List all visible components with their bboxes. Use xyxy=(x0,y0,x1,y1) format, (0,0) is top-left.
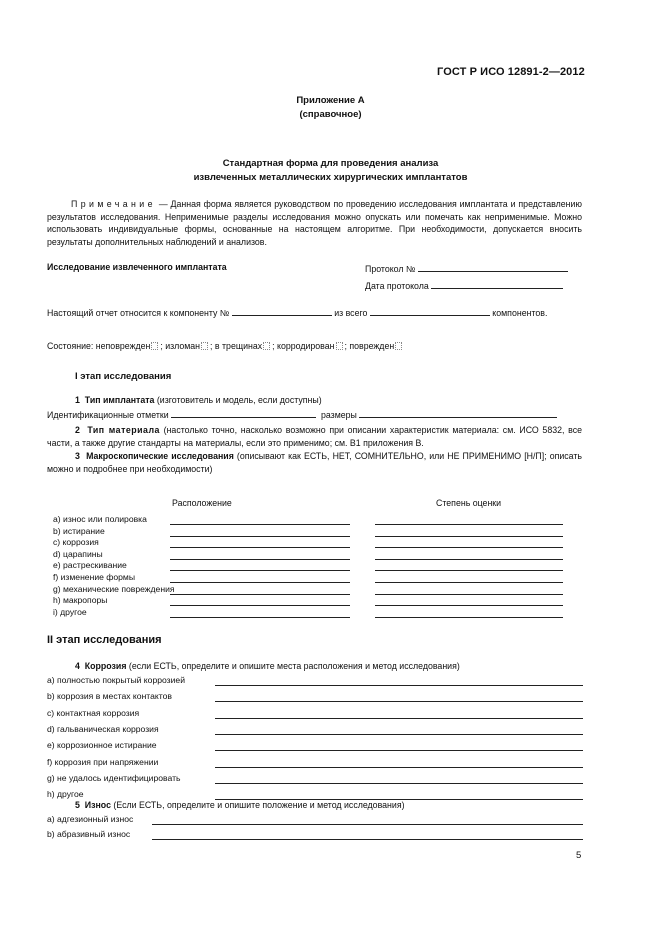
condition-checkbox-broken[interactable] xyxy=(201,342,208,350)
form-title-line-1: Стандартная форма для проведения анализа xyxy=(222,158,439,169)
macro-item-grade-field[interactable] xyxy=(375,547,563,548)
corrosion-item-label: h) другое xyxy=(47,789,84,800)
macro-item-label: f) изменение формы xyxy=(53,572,136,582)
macro-item-location-field[interactable] xyxy=(170,617,350,618)
wear-item-label: a) адгезионный износ xyxy=(47,814,134,824)
note-paragraph xyxy=(47,198,582,248)
corrosion-item-label: c) контактная коррозия xyxy=(47,707,140,718)
section-2-title: Тип материала xyxy=(87,425,160,435)
ident-label: Идентификационные отметки xyxy=(47,410,169,420)
macro-item-label: d) царапины xyxy=(53,548,103,559)
condition-option-cracked: в трещинах xyxy=(214,341,263,351)
condition-checkbox-intact[interactable] xyxy=(151,342,158,350)
component-number-field[interactable] xyxy=(232,306,332,316)
wear-item-label: b) абразивный износ xyxy=(47,829,131,839)
section-4-title: Коррозия xyxy=(84,661,127,671)
stage-1-title: I этап исследования xyxy=(75,371,172,382)
macro-item-grade-field[interactable] xyxy=(375,582,563,583)
section-3-number: 3 xyxy=(75,451,80,461)
column-header-grade: Степень оценки xyxy=(436,498,502,508)
corrosion-item-field[interactable] xyxy=(215,734,583,735)
report-label-2: из всего xyxy=(334,308,368,318)
report-label-3: компонентов. xyxy=(492,308,548,318)
study-title: Исследование извлеченного имплантата xyxy=(47,262,227,272)
section-5-text: (Если ЕСТЬ, определите и опишите положение и метод исследования) xyxy=(110,800,405,810)
macro-item-location-field[interactable] xyxy=(170,559,350,560)
section-3-text: (описывают как ЕСТЬ, НЕТ, СОМНИТЕЛЬНО, или НЕ ПРИМЕНИМО [Н/П]; описать можно и подробнее при необходимости) xyxy=(47,451,582,474)
macro-item-label: i) другое xyxy=(53,606,87,617)
note-prefix: Примечание xyxy=(71,199,156,209)
document-code: ГОСТ Р ИСО 12891-2—2012 xyxy=(437,66,585,78)
condition-row: Состояние: неповрежден ; изломан ; в трещинах ; корродирован ; поврежден xyxy=(47,341,404,351)
condition-label: Состояние: xyxy=(47,341,94,351)
corrosion-item-field[interactable] xyxy=(215,701,583,702)
protocol-date-field[interactable] xyxy=(431,279,563,289)
corrosion-item-field[interactable] xyxy=(215,767,583,768)
section-1-heading xyxy=(75,395,322,405)
macro-item-location-field[interactable] xyxy=(170,524,350,525)
macro-item-label: c) коррозия xyxy=(53,537,99,548)
macro-item-location-field[interactable] xyxy=(170,536,350,537)
total-components-field[interactable] xyxy=(370,306,490,316)
corrosion-item-field[interactable] xyxy=(215,783,583,784)
macro-item-grade-field[interactable] xyxy=(375,536,563,537)
macro-item-location-field[interactable] xyxy=(170,547,350,548)
corrosion-item-field[interactable] xyxy=(215,750,583,751)
section-4-number: 4 xyxy=(75,661,80,671)
section-2-paragraph xyxy=(47,424,582,449)
report-label-1: Настоящий отчет относится к компоненту № xyxy=(47,308,230,318)
corrosion-item-field[interactable] xyxy=(215,718,583,719)
corrosion-item-label: g) не удалось идентифицировать xyxy=(47,772,181,783)
macro-item-grade-field[interactable] xyxy=(375,605,563,606)
condition-option-corroded: корродирован xyxy=(277,341,335,351)
protocol-number-label: Протокол № xyxy=(365,264,416,274)
section-1-title: Тип имплантата xyxy=(84,395,155,405)
condition-checkbox-cracked[interactable] xyxy=(263,342,270,350)
form-title-line-2: извлеченных металлических хирургических имплантатов xyxy=(193,172,468,183)
protocol-date-label: Дата протокола xyxy=(365,281,429,291)
section-1-number: 1 xyxy=(75,395,80,405)
corrosion-item-label: b) коррозия в местах контактов xyxy=(47,691,172,702)
sizes-label: размеры xyxy=(320,410,357,420)
macro-item-location-field[interactable] xyxy=(170,594,350,595)
section-2-number: 2 xyxy=(75,425,80,435)
column-header-location: Расположение xyxy=(172,498,232,508)
corrosion-item-label: f) коррозия при напряжении xyxy=(47,756,159,767)
section-5-number: 5 xyxy=(75,800,80,810)
macro-item-grade-field[interactable] xyxy=(375,559,563,560)
condition-option-intact: неповрежден xyxy=(95,341,151,351)
protocol-date-row xyxy=(365,279,563,291)
annex-subtitle: (справочное) xyxy=(299,109,362,120)
section-4-heading xyxy=(75,661,460,671)
corrosion-item-label: a) полностью покрытый коррозией xyxy=(47,675,186,685)
macro-item-location-field[interactable] xyxy=(170,570,350,571)
section-5-title: Износ xyxy=(84,800,111,810)
macro-item-label: h) макропоры xyxy=(53,595,108,606)
condition-checkbox-damaged[interactable] xyxy=(395,342,402,350)
note-text: — Данная форма является руководством по проведению исследования имплантата и представлению результатов исследования. Неприменимые разделы исследования можно опускать или помечать как неприменимые. Можно использовать индивидуальные формы, основанные на настоящем алгоритме. При необходимости, допускается вносить результаты дополнительных наблюдений и анализов. xyxy=(47,199,582,247)
section-2-text: (настолько точно, насколько возможно при описании характеристик материала: см. ИСО 5832, все части, а также другие стандарты на материалы, если это применимо; см. В1 приложения В. xyxy=(47,425,583,448)
corrosion-item-field[interactable] xyxy=(215,685,583,686)
annex-title: Приложение А xyxy=(296,95,365,106)
macro-item-label: g) механические повреждения xyxy=(53,583,175,594)
page-number: 5 xyxy=(576,850,582,861)
macro-item-label: b) истирание xyxy=(53,525,105,536)
condition-option-broken: изломан xyxy=(165,341,201,351)
wear-item-field[interactable] xyxy=(152,839,583,840)
condition-checkbox-corroded[interactable] xyxy=(336,342,343,350)
sizes-field[interactable] xyxy=(359,408,557,418)
macro-item-location-field[interactable] xyxy=(170,582,350,583)
section-3-title: Макроскопические исследования xyxy=(86,451,234,461)
section-3-paragraph xyxy=(47,450,582,475)
section-4-text: (если ЕСТЬ, определите и опишите места расположения и метод исследования) xyxy=(126,661,460,671)
report-component-row xyxy=(47,306,547,318)
corrosion-item-label: d) гальваническая коррозия xyxy=(47,723,159,734)
protocol-number-row xyxy=(365,262,568,274)
macro-item-grade-field[interactable] xyxy=(375,570,563,571)
macro-item-label: a) износ или полировка xyxy=(53,514,147,524)
section-5-heading xyxy=(75,800,405,810)
macro-item-grade-field[interactable] xyxy=(375,617,563,618)
corrosion-item-label: e) коррозионное истирание xyxy=(47,740,157,751)
condition-option-damaged: поврежден xyxy=(349,341,395,351)
ident-row xyxy=(47,408,557,420)
macro-item-grade-field[interactable] xyxy=(375,524,563,525)
wear-item-field[interactable] xyxy=(152,824,583,825)
stage-2-title: II этап исследования xyxy=(47,634,162,646)
protocol-number-field[interactable] xyxy=(418,262,568,272)
section-1-text: (изготовитель и модель, если доступны) xyxy=(154,395,322,405)
macro-item-label: e) растрескивание xyxy=(53,560,127,571)
macro-item-location-field[interactable] xyxy=(170,605,350,606)
ident-field[interactable] xyxy=(171,408,316,418)
macro-item-grade-field[interactable] xyxy=(375,594,563,595)
